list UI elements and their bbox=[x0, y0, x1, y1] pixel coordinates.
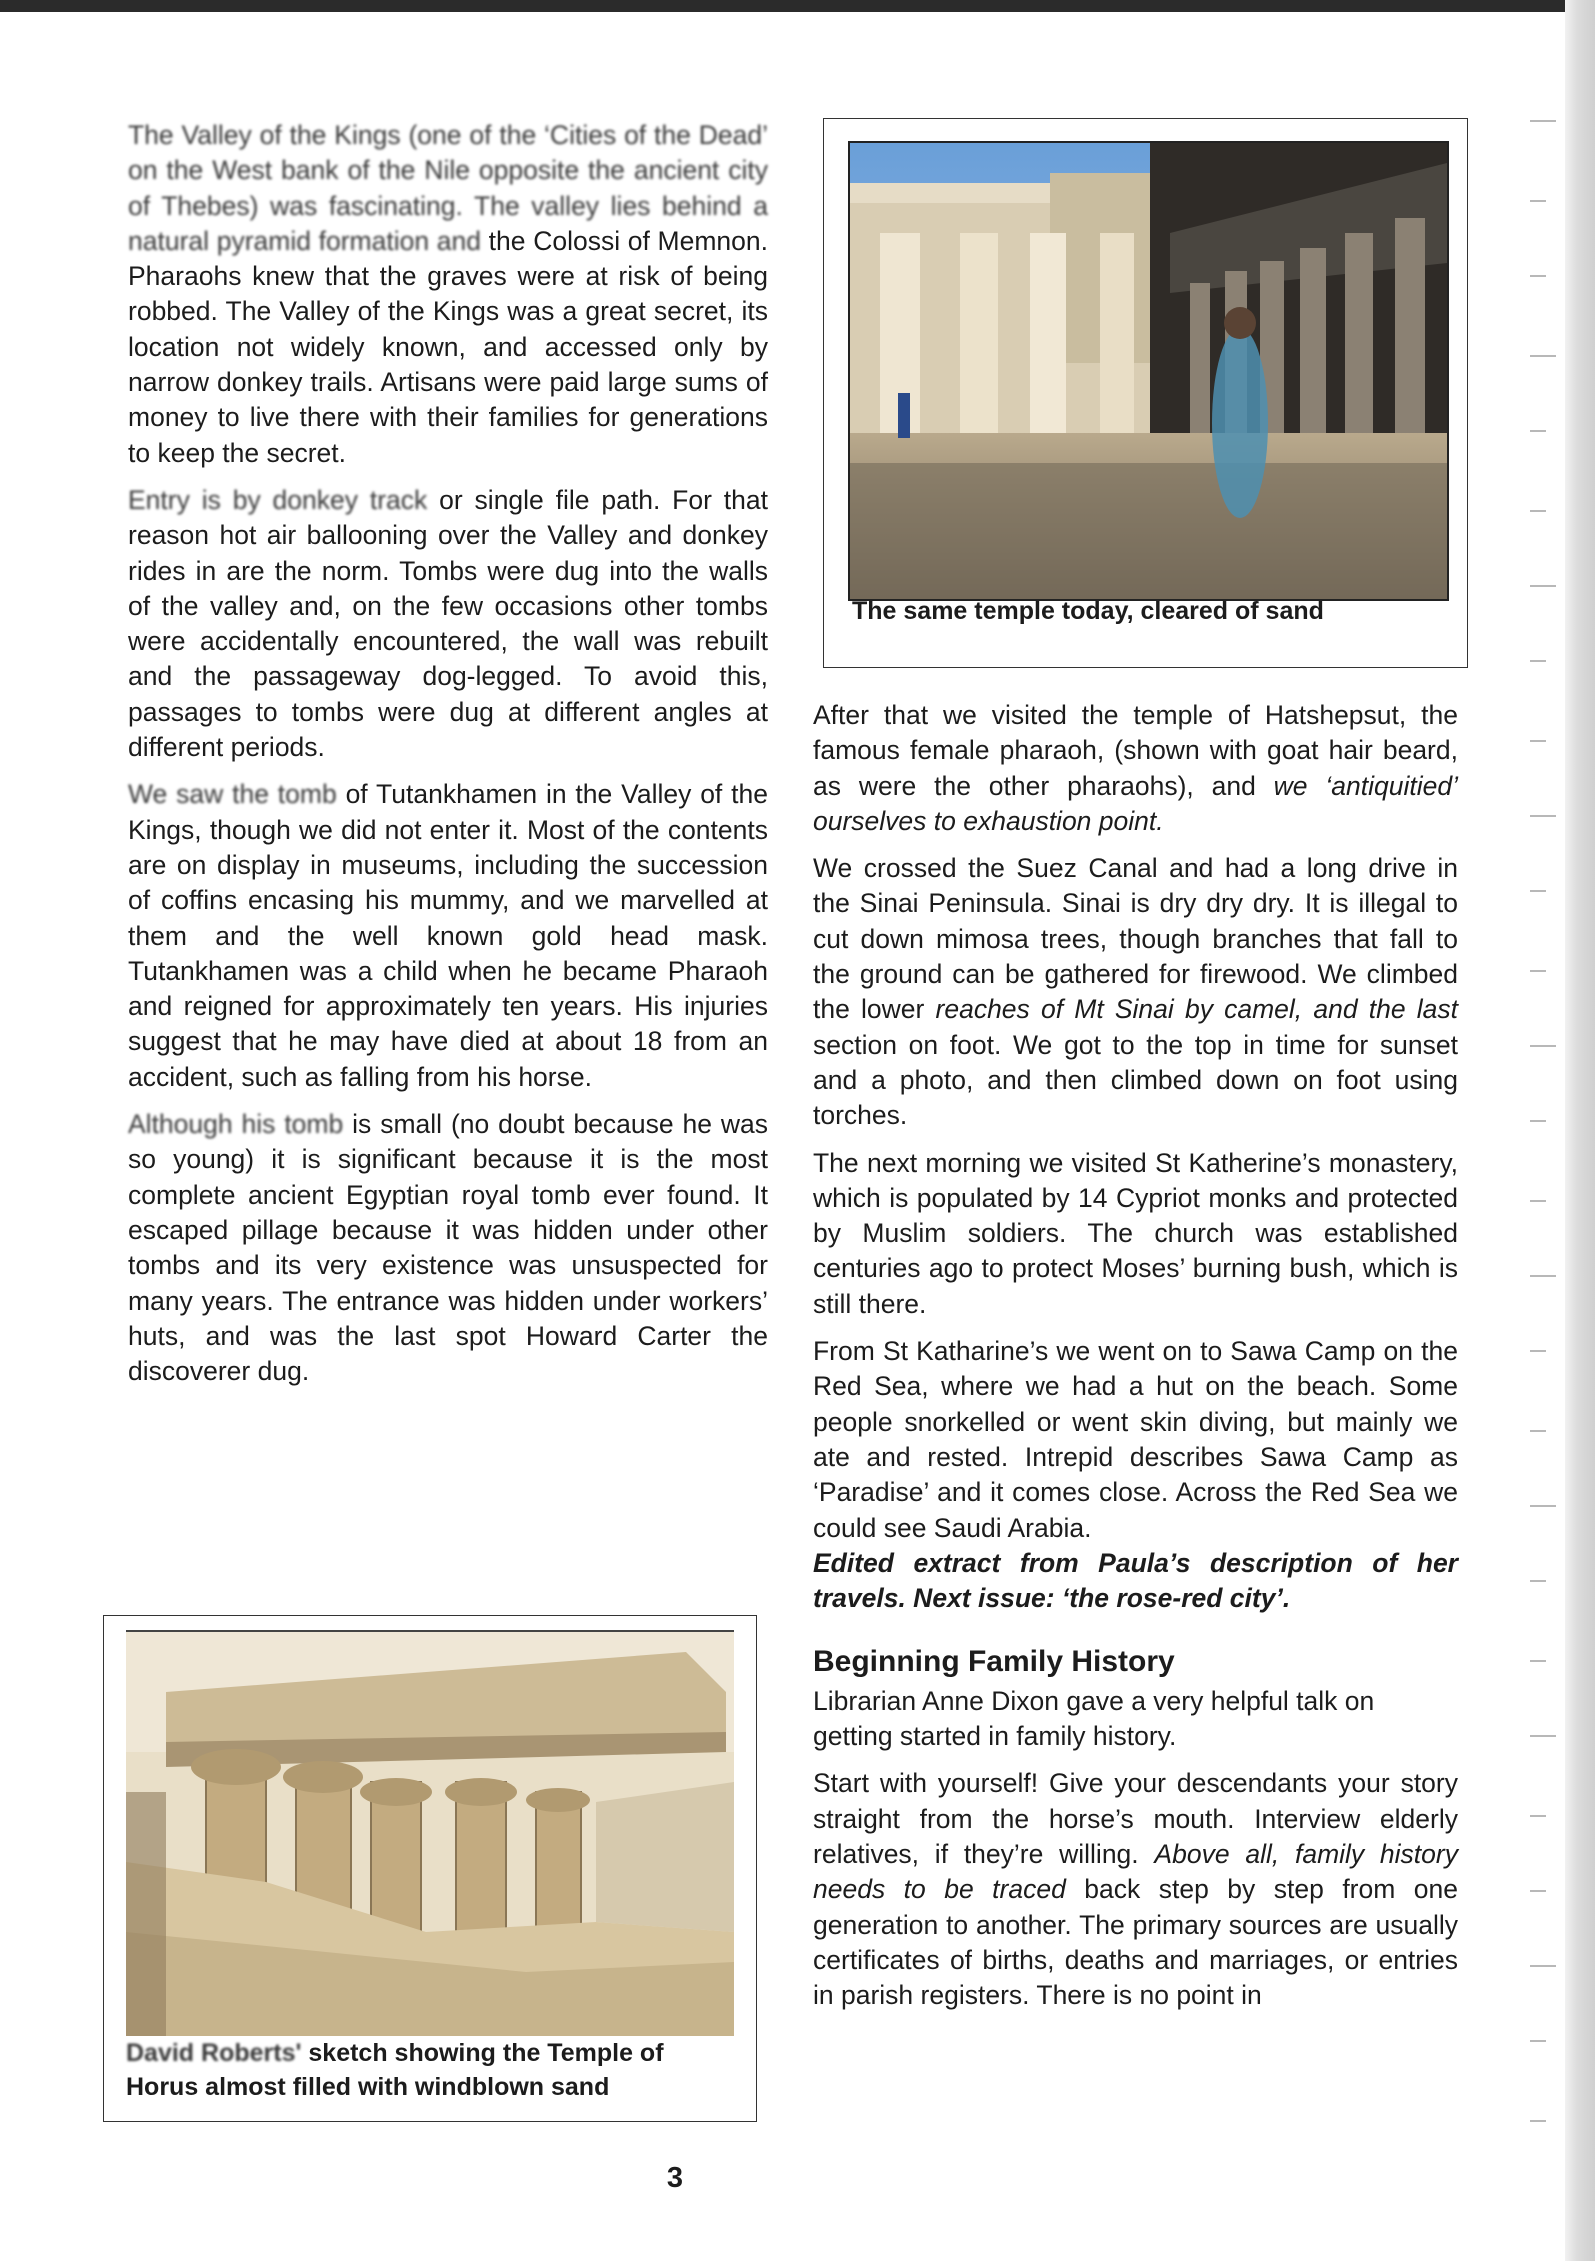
paragraph: Although his tomb is small (no doubt because he was so young) it is significant because it is the most complete ancient Egyptian royal tomb ever found. It escaped pillage because it was hidden under other tombs and its very existence was unsuspected for many years. The entrance was hidden under workers’ huts, and was the last spot Howard Carter the discoverer dug. bbox=[128, 1109, 768, 1387]
binding-mark bbox=[1530, 355, 1556, 357]
binding-mark bbox=[1530, 660, 1546, 662]
editor-note: Edited extract from Paula’s description of her travels. Next issue: ‘the rose-red city’. bbox=[813, 1547, 1458, 1614]
binding-mark bbox=[1530, 1350, 1546, 1352]
paragraph: We saw the tomb of Tutankhamen in the Valley of the Kings, though we did not enter it. Most of the contents are on display in museums, including the succession of coffins encasing his mummy, and we marvelled at them and the well known gold head mask. Tutankhamen was a child when he became Pharaoh and reigned for approximately ten years. His injuries suggest that he may have died at about 18 from an accident, such as falling from his horse. bbox=[128, 779, 768, 1092]
paragraph: Entry is by donkey track or single file path. For that reason hot air ballooning over the Valley and donkey rides in are the norm. Tombs were dug into the walls of the valley and, on the few occasions other tombs were accidentally encountered, the wall was rebuilt and the passageway dog-legged. To avoid this, passages to tombs were dug at different angles at different periods. bbox=[128, 484, 768, 763]
binding-mark bbox=[1530, 120, 1556, 122]
temple-photo-image bbox=[850, 143, 1447, 599]
binding-mark bbox=[1530, 1815, 1546, 1817]
binding-mark bbox=[1530, 2120, 1546, 2122]
paragraph: We crossed the Suez Canal and had a long drive in the Sinai Peninsula. Sinai is dry dry dry. It is illegal to cut down mimosa trees, though branches that fall to the ground can be gathered for firewood. We climbed the lower reaches of Mt Sinai by camel, and the last section on foot. We got to the top in time for sunset and a photo, and then climbed down on foot using torches. bbox=[813, 853, 1458, 1131]
binding-mark bbox=[1530, 510, 1546, 512]
scan-right-edge bbox=[1565, 0, 1595, 2261]
left-column bbox=[128, 118, 768, 1401]
section-heading: Beginning Family History bbox=[813, 1645, 1175, 1679]
sketch-image bbox=[126, 1630, 734, 2036]
paragraph: Librarian Anne Dixon gave a very helpful talk on getting started in family history. bbox=[813, 1685, 1375, 1752]
binding-mark bbox=[1530, 585, 1556, 587]
binding-mark bbox=[1530, 1735, 1556, 1737]
page-number: 3 bbox=[666, 2162, 684, 2194]
right-column bbox=[813, 698, 1458, 2013]
sketch-caption: David Roberts' sketch showing the Temple of Horus almost filled with windblown sand bbox=[126, 2039, 664, 2101]
paragraph: The next morning we visited St Katherine’s monastery, which is populated by 14 Cypriot monks and protected by Muslim soldiers. The church was established centuries ago to protect Moses’ burning bush, which is still there. bbox=[813, 1147, 1458, 1319]
temple-photo-figure bbox=[823, 118, 1468, 668]
temple-photo-caption: The same temple today, cleared of sand bbox=[852, 597, 1324, 625]
binding-mark bbox=[1530, 970, 1546, 972]
binding-mark bbox=[1530, 1120, 1546, 1122]
binding-mark bbox=[1530, 1200, 1546, 1202]
binding-mark bbox=[1530, 2040, 1546, 2042]
scan-top-edge bbox=[0, 0, 1595, 12]
binding-mark bbox=[1530, 1965, 1556, 1967]
binding-mark bbox=[1530, 1505, 1556, 1507]
binding-mark bbox=[1530, 890, 1546, 892]
binding-mark bbox=[1530, 740, 1546, 742]
binding-mark bbox=[1530, 1890, 1546, 1892]
binding-mark bbox=[1530, 1275, 1556, 1277]
binding-mark bbox=[1530, 1045, 1556, 1047]
paragraph: From St Katharine’s we went on to Sawa Camp on the Red Sea, where we had a hut on the beach. Some people snorkelled or went skin diving, but mainly we ate and rested. Intrepid describes Sawa Camp as ‘Paradise’ and it comes close. Across the Red Sea we could see Saudi Arabia. bbox=[813, 1336, 1458, 1543]
paragraph: After that we visited the temple of Hatshepsut, the famous female pharaoh, (shown with goat hair beard, as were the other pharaohs), and we ‘antiquitied’ ourselves to exhaustion point. bbox=[813, 700, 1458, 836]
binding-mark bbox=[1530, 1430, 1546, 1432]
paragraph: Start with yourself! Give your descendants your story straight from the horse’s mouth. Interview elderly relatives, if they’re willing. Above all, family history needs to be traced back step by step from one generation to another. The primary sources are usually certificates of births, deaths and marriages, or entries in parish registers. There is no point in bbox=[813, 1768, 1458, 2011]
temple-photo bbox=[848, 141, 1449, 601]
binding-mark bbox=[1530, 200, 1546, 202]
binding-mark bbox=[1530, 275, 1546, 277]
binding-marks bbox=[1530, 40, 1564, 2190]
binding-mark bbox=[1530, 1660, 1546, 1662]
binding-mark bbox=[1530, 430, 1546, 432]
binding-mark bbox=[1530, 1580, 1546, 1582]
paragraph: The Valley of the Kings (one of the ‘Cities of the Dead’ on the West bank of the Nile opposite the ancient city of Thebes) was fascinating. The valley lies behind a natural pyramid formation and the Colossi of Memnon. Pharaohs knew that the graves were at risk of being robbed. The Valley of the Kings was a great secret, its location not widely known, and accessed only by narrow donkey trails. Artisans were paid large sums of money to live there with their families for generations to keep the secret. bbox=[128, 120, 769, 468]
binding-mark bbox=[1530, 815, 1556, 817]
sketch-figure bbox=[103, 1615, 757, 2122]
temple-sketch-image bbox=[126, 1632, 734, 2036]
